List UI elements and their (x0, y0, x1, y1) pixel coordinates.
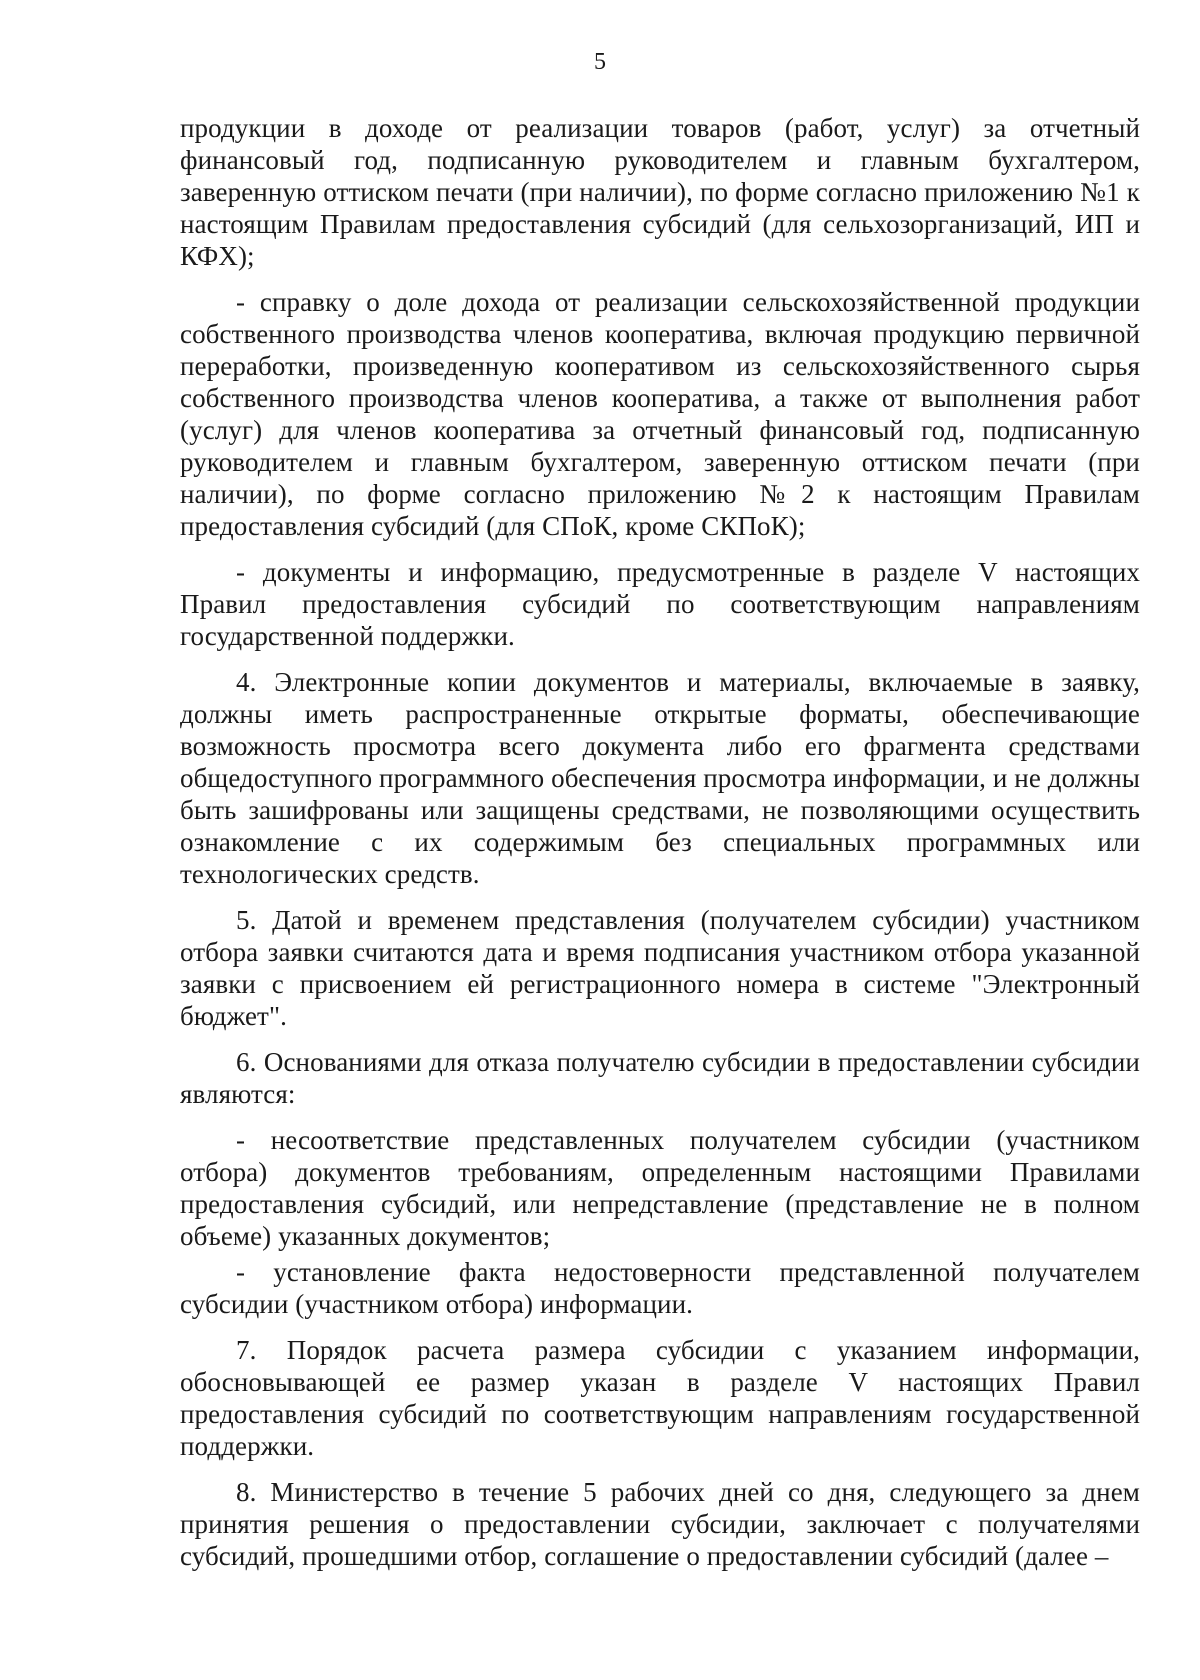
paragraph-item-7-calculation: 7. Порядок расчета размера субсидии с указанием информации, обосновывающей ее размер указан в разделе V настоящих Правил предоставления субсидий по соответствующим направлениям государственной поддержки. (180, 1335, 1140, 1461)
paragraph-revenue-share-form-1: продукции в доходе от реализации товаров (работ, услуг) за отчетный финансовый год, подписанную руководителем и главным бухгалтером, заверенную оттиском печати (при наличии), по форме согласно приложению №1 к настоящим Правилам предоставления субсидий (для сельхозорганизаций, ИП и КФХ); (180, 113, 1140, 271)
paragraph-documents-section-v: - документы и информацию, предусмотренные в разделе V настоящих Правил предоставления субсидий по соответствующим направлениям государственной поддержки. (180, 557, 1140, 651)
paragraph-item-5-submission-date: 5. Датой и временем представления (получателем субсидии) участником отбора заявки считаются дата и время подписания участником отбора указанной заявки с присвоением ей регистрационного номера в системе "Электронный бюджет". (180, 905, 1140, 1031)
page-number: 5 (594, 49, 606, 75)
paragraph-item-4-electronic-copies: 4. Электронные копии документов и материалы, включаемые в заявку, должны иметь распространенные открытые форматы, обеспечивающие возможность просмотра всего документа либо его фрагмента средствами общедоступного программного обеспечения просмотра информации, и не должны быть зашифрованы или защищены средствами, не позволяющими осуществить ознакомление с их содержимым без специальных программных или технологических средств. (180, 667, 1140, 889)
paragraph-item-6-refusal-grounds: 6. Основаниями для отказа получателю субсидии в предоставлении субсидии являются: (180, 1047, 1140, 1109)
paragraph-revenue-share-form-2: - справку о доле дохода от реализации сельскохозяйственной продукции собственного производства членов кооператива, включая продукцию первичной переработки, произведенную кооперативом из сельскохозяйственного сырья собственного производства членов кооператива, а также от выполнения работ (услуг) для членов кооператива за отчетный финансовый год, подписанную руководителем и главным бухгалтером, заверенную оттиском печати (при наличии), по форме согласно приложению №2 к настоящим Правилам предоставления субсидий (для СПоК, кроме СКПоК); (180, 287, 1140, 541)
paragraph-refusal-false-info: - установление факта недостоверности представленной получателем субсидии (участником отбора) информации. (180, 1257, 1140, 1319)
document-body (180, 112, 1140, 1572)
paragraph-refusal-noncompliance: - несоответствие представленных получателем субсидии (участником отбора) документов требованиям, определенным настоящими Правилами предоставления субсидий, или непредставление (представление не в полном объеме) указанных документов; (180, 1125, 1140, 1251)
paragraph-item-8-agreement: 8. Министерство в течение 5 рабочих дней со дня, следующего за днем принятия решения о предоставлении субсидии, заключает с получателями субсидий, прошедшими отбор, соглашение о предоставлении субсидий (далее – (180, 1477, 1140, 1571)
